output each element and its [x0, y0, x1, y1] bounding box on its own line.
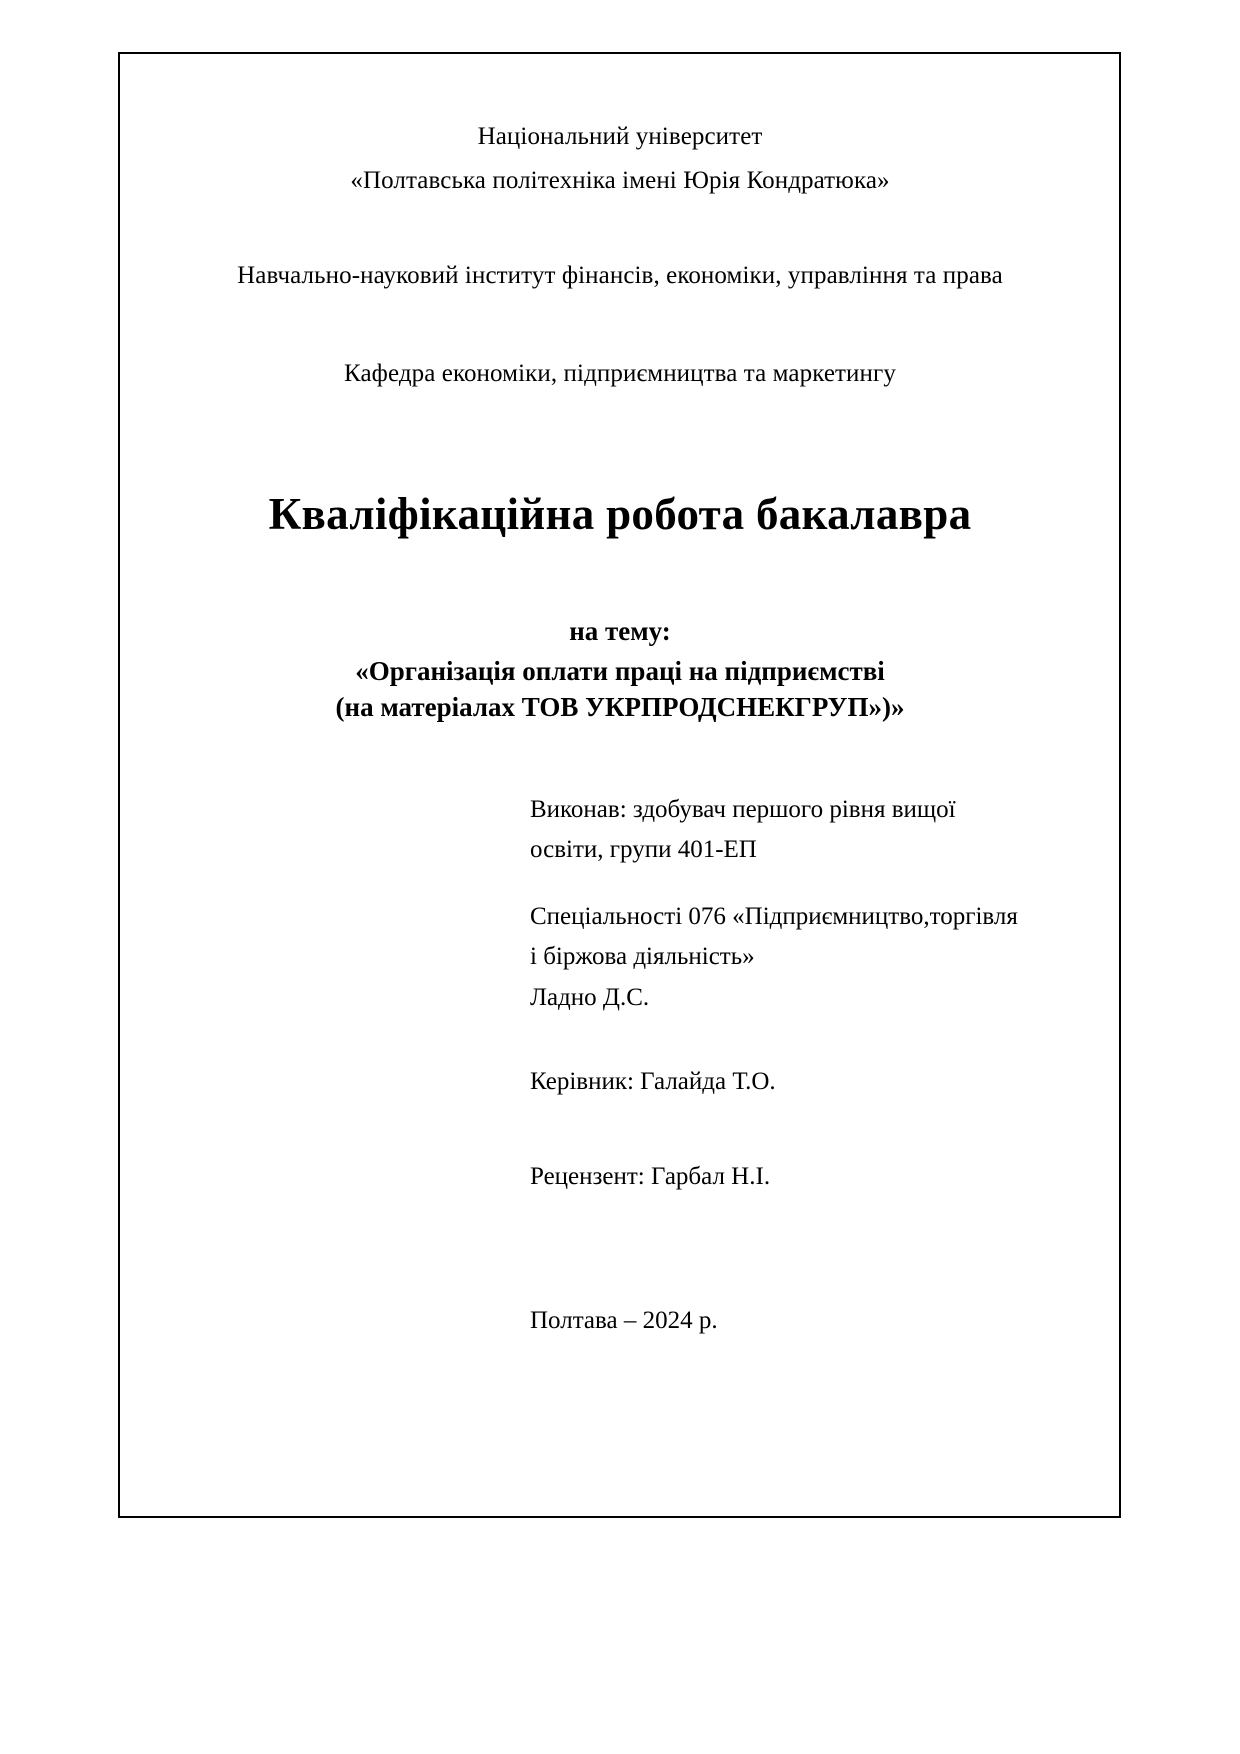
author-name: Ладно Д.С.	[530, 983, 650, 1011]
title-page-content	[150, 90, 1090, 1335]
university-name-line-1: Національний університет	[477, 123, 763, 150]
department-name: Кафедра економіки, підприємництва та маркетингу	[344, 359, 896, 387]
document-title: Кваліфікаційна робота бакалавра	[268, 489, 972, 539]
supervisor-line: Керівник: Галайда Т.О.	[530, 1068, 776, 1096]
spacer-before-supervisor	[530, 1018, 1090, 1062]
university-name-line-2: «Полтавська політехніка імені Юрія Кондратюка»	[350, 166, 890, 194]
specialty-line-1: Спеціальності 076 «Підприємництво,торгівля	[530, 902, 1018, 930]
city-and-year: Полтава – 2024 р.	[530, 1307, 718, 1335]
author-line-2: освіти, групи 401-ЕП	[530, 836, 757, 864]
institute-name: Навчально-науковий інститут фінансів, економіки, управління та права	[237, 262, 1003, 289]
topic-line-1: «Організація оплати праці на підприємстві	[355, 656, 885, 686]
spacer-after-author	[530, 871, 1090, 897]
topic-line-2: (на матеріалах ТОВ УКРПРОДСНЕКГРУП»)»	[335, 692, 905, 723]
topic-label: на тему:	[569, 616, 671, 646]
author-line-1: Виконав: здобувач першого рівня вищої	[530, 795, 956, 823]
spacer-before-reviewer	[530, 1103, 1090, 1157]
specialty-line-2: і біржова діяльність»	[530, 943, 755, 971]
author-details-block	[530, 790, 1090, 1198]
reviewer-line: Рецензент: Гарбал Н.І.	[530, 1162, 771, 1190]
